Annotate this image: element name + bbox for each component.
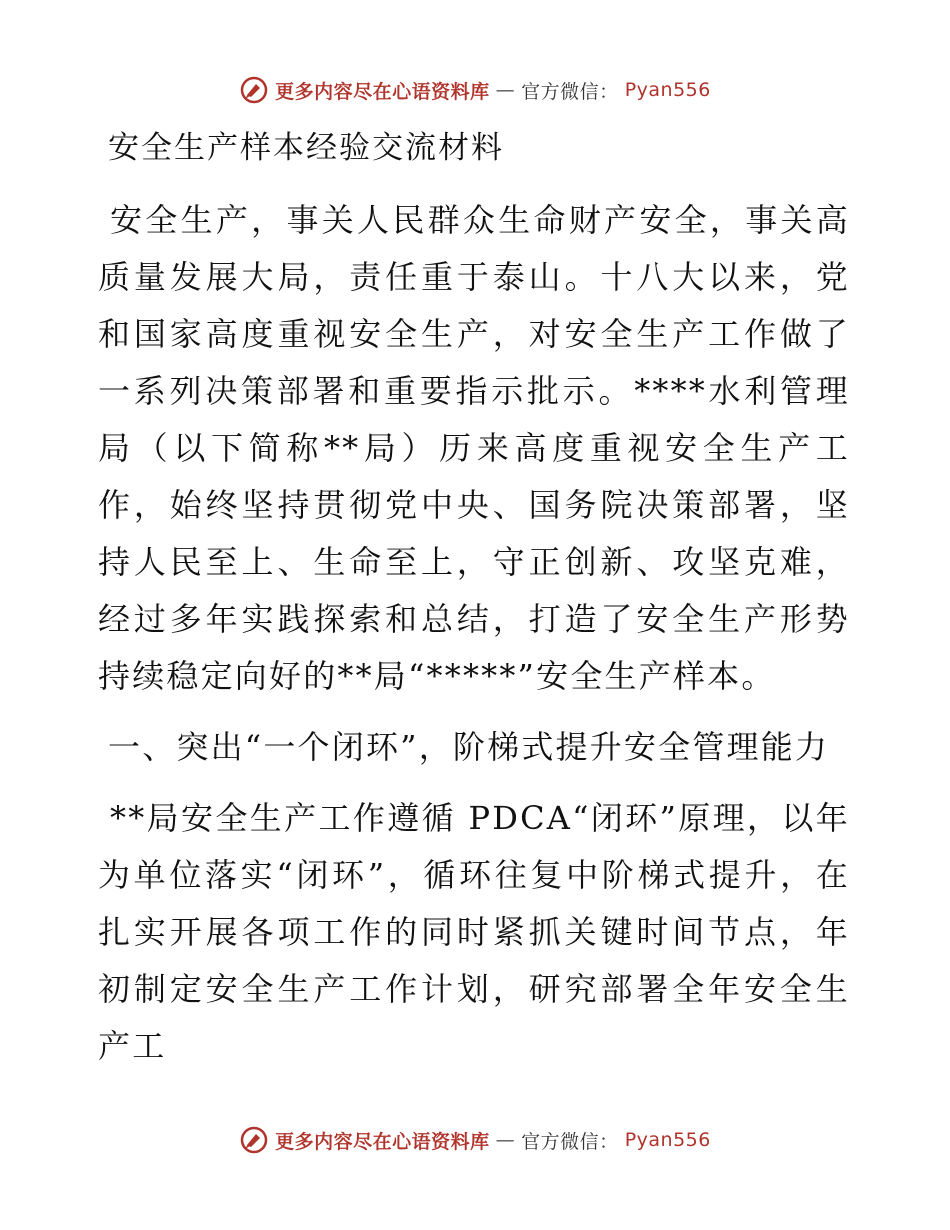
section-1-heading: 一、突出“一个闭环”，阶梯式提升安全管理能力	[108, 728, 830, 766]
banner-content	[239, 75, 711, 105]
banner-content	[239, 1125, 711, 1155]
document-title: 安全生产样本经验交流材料	[108, 130, 504, 166]
banner-contact-label: 官方微信：	[521, 80, 619, 103]
banner-contact-id: Pyan556	[624, 79, 711, 101]
pen-nib-logo-icon	[239, 1125, 269, 1155]
document-body	[98, 126, 850, 1089]
banner-main-text: 更多内容尽在心语资料库	[275, 1130, 490, 1153]
footer-banner	[0, 1120, 950, 1160]
banner-contact-id: Pyan556	[624, 1129, 711, 1151]
header-banner	[0, 70, 950, 110]
section-1-paragraph: **局安全生产工作遵循 PDCA“闭环”原理，以年为单位落实“闭环”，循环往复中阶梯式提升，在扎实开展各项工作的同时紧抓关键时间节点，年初制定安全生产工作计划，研究部署全年安全生产工	[98, 799, 850, 1065]
banner-separator: —	[495, 79, 516, 101]
banner-separator: —	[495, 1129, 516, 1151]
intro-paragraph: 安全生产，事关人民群众生命财产安全，事关高质量发展大局，责任重于泰山。十八大以来，党和国家高度重视安全生产，对安全生产工作做了一系列决策部署和重要指示批示。****水利管理局（以下简称**局）历来高度重视安全生产工作，始终坚持贯彻党中央、国务院决策部署，坚持人民至上、生命至上，守正创新、攻坚克难，经过多年实践探索和总结，打造了安全生产形势持续稳定向好的**局“*****”安全生产样本。	[98, 201, 850, 695]
banner-main-text: 更多内容尽在心语资料库	[275, 80, 490, 103]
pen-nib-logo-icon	[239, 75, 269, 105]
banner-contact-label: 官方微信：	[521, 1130, 619, 1153]
